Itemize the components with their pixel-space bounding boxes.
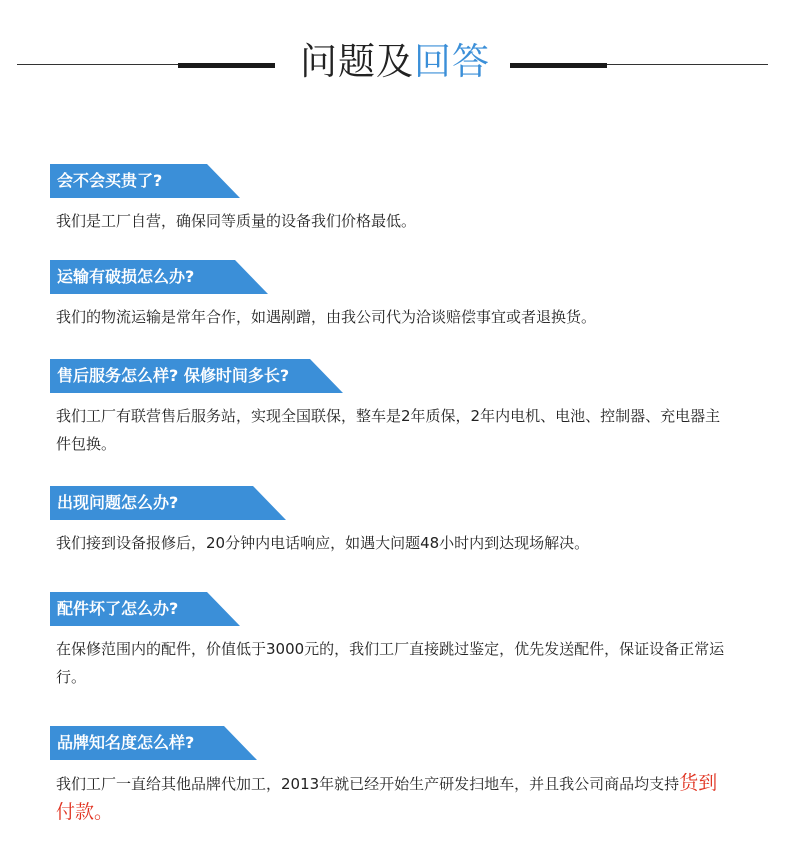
answer-text: 我们是工厂自营，确保同等质量的设备我们价格最低。 [56, 212, 417, 230]
question-label: 配件坏了怎么办? [57, 599, 179, 618]
cash-on-delivery-highlight: 货到付款。 [56, 772, 718, 823]
answer-text: 我们接到设备报修后，20分钟内电话响应，如遇大问题48小时内到达现场解决。 [56, 534, 590, 552]
page-title-part1: 问题及 [300, 40, 414, 83]
question-label: 会不会买贵了? [57, 171, 163, 190]
faq-item-6 [50, 726, 730, 827]
answer-text: 我们工厂有联营售后服务站，实现全国联保，整车是2年质保，2年内电机、电池、控制器、充电器主件包换。 [56, 407, 721, 453]
page-title [0, 36, 790, 88]
question-label: 售后服务怎么样? 保修时间多长? [57, 366, 290, 385]
faq-item-4 [50, 486, 730, 557]
answer-text [50, 769, 730, 827]
faq-item-2 [50, 260, 730, 331]
question-label: 运输有破损怎么办? [57, 267, 195, 286]
answer-text: 我们的物流运输是常年合作，如遇剐蹭，由我公司代为洽谈赔偿事宜或者退换货。 [56, 308, 597, 326]
question-label: 出现问题怎么办? [57, 493, 179, 512]
faq-item-3 [50, 359, 730, 458]
answer-text: 在保修范围内的配件，价值低于3000元的，我们工厂直接跳过鉴定，优先发送配件，保证设备正常运行。 [56, 640, 725, 686]
answer-main: 我们工厂一直给其他品牌代加工，2013年就已经开始生产研发扫地车，并且我公司商品均支持 [56, 775, 680, 793]
question-label: 品牌知名度怎么样? [57, 733, 195, 752]
section-header [0, 30, 790, 100]
faq-item-1 [50, 164, 730, 235]
faq-item-5 [50, 592, 730, 691]
page-title-part2: 回答 [414, 40, 490, 83]
